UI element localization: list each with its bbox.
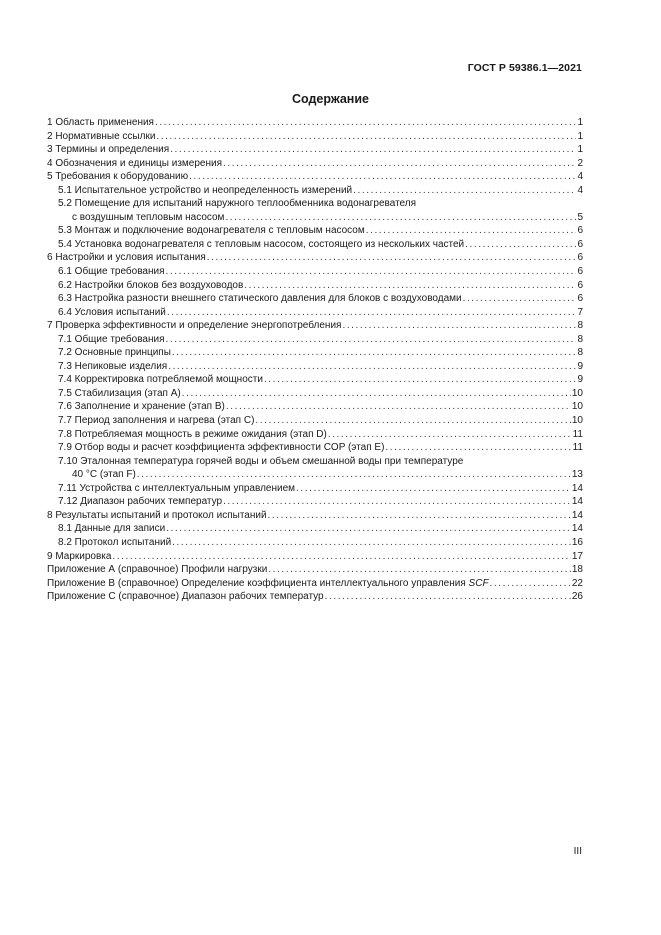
toc-dot-leader bbox=[296, 482, 571, 496]
toc-entry[interactable] bbox=[47, 184, 583, 198]
toc-entry-page: 14 bbox=[571, 482, 583, 494]
toc-entry[interactable] bbox=[47, 157, 583, 171]
toc-dot-leader bbox=[168, 360, 576, 374]
toc-dot-leader bbox=[366, 224, 577, 238]
toc-dot-leader bbox=[342, 319, 576, 333]
toc-entry-page: 14 bbox=[571, 509, 583, 521]
toc-entry-page: 6 bbox=[577, 279, 583, 291]
toc-entry-page: 6 bbox=[577, 238, 583, 250]
toc-entry-label: 7.5 Стабилизация (этап А) bbox=[58, 387, 181, 399]
toc-dot-leader bbox=[156, 130, 576, 144]
toc-dot-leader bbox=[189, 170, 576, 184]
toc-dot-leader bbox=[268, 563, 571, 577]
toc-entry-page: 18 bbox=[571, 564, 583, 576]
toc-entry[interactable] bbox=[47, 509, 583, 523]
toc-entry-page: 7 bbox=[577, 306, 583, 318]
toc-dot-leader bbox=[328, 428, 572, 442]
toc-entry-page: 17 bbox=[571, 550, 583, 562]
toc-entry-label: 7.9 Отбор воды и расчет коэффициента эффективности COP (этап E) bbox=[58, 442, 385, 454]
toc-entry-label: с воздушным тепловым насосом bbox=[72, 211, 225, 223]
toc-entry-label: 8 Результаты испытаний и протокол испытаний bbox=[47, 509, 267, 521]
toc-entry[interactable] bbox=[47, 373, 583, 387]
toc-entry-page: 13 bbox=[571, 469, 583, 481]
toc-dot-leader bbox=[172, 346, 577, 360]
toc-dot-leader bbox=[155, 116, 576, 130]
toc-entry-page: 1 bbox=[577, 130, 583, 142]
toc-entry-page: 6 bbox=[577, 252, 583, 264]
toc-entry-label: 6.3 Настройка разности внешнего статического давления для блоков с воздуховодами bbox=[58, 293, 462, 305]
document-id: ГОСТ Р 59386.1—2021 bbox=[467, 62, 582, 74]
toc-dot-leader bbox=[207, 251, 577, 265]
toc-entry-page: 6 bbox=[577, 266, 583, 278]
toc-entry[interactable] bbox=[47, 536, 583, 550]
toc-entry-page: 5 bbox=[577, 211, 583, 223]
toc-dot-leader bbox=[166, 265, 577, 279]
toc-dot-leader bbox=[255, 414, 570, 428]
toc-entry[interactable] bbox=[47, 292, 583, 306]
toc-entry-label: 40 °C (этап F) bbox=[72, 469, 136, 481]
toc-entry[interactable] bbox=[47, 400, 583, 414]
toc-entry-page: 6 bbox=[577, 225, 583, 237]
toc-entry-label: 5.4 Установка водонагревателя с тепловым насосом, состоящего из нескольких частей bbox=[58, 238, 465, 250]
toc-entry-label: 7.2 Основные принципы bbox=[58, 347, 171, 359]
toc-entry-label: 2 Нормативные ссылки bbox=[47, 130, 156, 142]
toc-entry-page: 4 bbox=[577, 184, 583, 196]
toc-dot-leader bbox=[137, 468, 571, 482]
toc-entry-label: 7.6 Заполнение и хранение (этап B) bbox=[58, 401, 225, 413]
toc-entry[interactable] bbox=[47, 563, 583, 577]
toc-entry-page: 14 bbox=[571, 496, 583, 508]
toc-entry[interactable] bbox=[47, 482, 583, 496]
toc-entry[interactable] bbox=[47, 428, 583, 442]
toc-entry[interactable] bbox=[47, 211, 583, 225]
toc-dot-leader bbox=[385, 441, 571, 455]
toc-entry-page: 9 bbox=[577, 374, 583, 386]
toc-entry-label: Приложение А (справочное) Профили нагрузки bbox=[47, 564, 268, 576]
toc-dot-leader bbox=[353, 184, 576, 198]
toc-entry-page: 8 bbox=[577, 333, 583, 345]
toc-entry-label: 7 Проверка эффективности и определение энергопотребления bbox=[47, 320, 342, 332]
toc-entry[interactable] bbox=[47, 590, 583, 604]
toc-entry-page: 16 bbox=[571, 536, 583, 548]
toc-dot-leader bbox=[166, 333, 577, 347]
toc-entry-label: 8.1 Данные для записи bbox=[58, 523, 166, 535]
toc-entry-label: 7.12 Диапазон рабочих температур bbox=[58, 496, 223, 508]
toc-entry-label: 5 Требования к оборудованию bbox=[47, 171, 189, 183]
toc-entry-page: 10 bbox=[571, 387, 583, 399]
toc-entry[interactable] bbox=[47, 265, 583, 279]
toc-entry-label: 5.1 Испытательное устройство и неопределенность измерений bbox=[58, 184, 353, 196]
toc-entry-label: 7.7 Период заполнения и нагрева (этап C) bbox=[58, 415, 255, 427]
toc-entry[interactable] bbox=[47, 224, 583, 238]
toc-entry[interactable] bbox=[47, 130, 583, 144]
toc-entry-page: 8 bbox=[577, 347, 583, 359]
toc-entry[interactable] bbox=[47, 251, 583, 265]
toc-entry-label: 6 Настройки и условия испытания bbox=[47, 252, 206, 264]
page-title: Содержание bbox=[291, 92, 369, 106]
toc-entry[interactable] bbox=[47, 360, 583, 374]
toc-dot-leader bbox=[264, 373, 577, 387]
toc-dot-leader bbox=[325, 590, 571, 604]
toc-entry[interactable] bbox=[47, 197, 583, 211]
table-of-contents bbox=[47, 116, 583, 604]
toc-dot-leader bbox=[226, 400, 571, 414]
toc-entry[interactable] bbox=[47, 468, 583, 482]
toc-entry-label: 4 Обозначения и единицы измерения bbox=[47, 157, 222, 169]
toc-entry-page: 2 bbox=[577, 157, 583, 169]
toc-entry[interactable] bbox=[47, 441, 583, 455]
toc-entry-label: 7.10 Эталонная температура горячей воды и объем смешанной воды при температуре bbox=[58, 455, 464, 467]
toc-entry-label: 8.2 Протокол испытаний bbox=[58, 536, 172, 548]
toc-entry-label: 5.3 Монтаж и подключение водонагревателя с тепловым насосом bbox=[58, 225, 365, 237]
toc-dot-leader bbox=[225, 211, 576, 225]
toc-entry-page: 11 bbox=[572, 442, 583, 454]
toc-dot-leader bbox=[244, 279, 576, 293]
toc-entry[interactable] bbox=[47, 170, 583, 184]
toc-dot-leader bbox=[268, 509, 571, 523]
toc-dot-leader bbox=[112, 550, 570, 564]
toc-entry[interactable] bbox=[47, 495, 583, 509]
toc-entry-page: 4 bbox=[577, 171, 583, 183]
toc-entry-label: Приложение В (справочное) Определение коэффициента интеллектуального управления SCF bbox=[47, 577, 489, 589]
toc-entry-page: 10 bbox=[571, 401, 583, 413]
toc-entry[interactable] bbox=[47, 414, 583, 428]
toc-entry-label: 7.3 Непиковые изделия bbox=[58, 360, 168, 372]
toc-entry[interactable] bbox=[47, 143, 583, 157]
toc-entry-label: 6.2 Настройки блоков без воздуховодов bbox=[58, 279, 244, 291]
toc-entry-page: 8 bbox=[577, 320, 583, 332]
toc-entry[interactable] bbox=[47, 577, 583, 591]
toc-entry-page: 6 bbox=[577, 293, 583, 305]
toc-dot-leader bbox=[170, 143, 576, 157]
toc-dot-leader bbox=[223, 495, 571, 509]
toc-dot-leader bbox=[465, 238, 576, 252]
toc-entry[interactable] bbox=[47, 238, 583, 252]
toc-entry-page: 1 bbox=[577, 144, 583, 156]
toc-entry[interactable] bbox=[47, 279, 583, 293]
toc-entry-label: 6.1 Общие требования bbox=[58, 266, 165, 278]
toc-entry-label: 7.1 Общие требования bbox=[58, 333, 165, 345]
toc-entry-label: 9 Маркировка bbox=[47, 550, 112, 562]
toc-dot-leader bbox=[463, 292, 577, 306]
toc-dot-leader bbox=[167, 306, 577, 320]
toc-entry-label: 1 Область применения bbox=[47, 117, 154, 128]
toc-dot-leader bbox=[223, 157, 576, 171]
toc-entry[interactable] bbox=[47, 319, 583, 333]
toc-entry-page: 22 bbox=[571, 577, 583, 589]
toc-entry-label: 7.8 Потребляемая мощность в режиме ожидания (этап D) bbox=[58, 428, 327, 440]
toc-entry-page: 9 bbox=[577, 360, 583, 372]
toc-dot-leader bbox=[172, 536, 571, 550]
toc-entry-label: 5.2 Помещение для испытаний наружного теплообменника водонагревателя bbox=[58, 198, 417, 210]
toc-entry-page: 10 bbox=[571, 415, 583, 427]
toc-dot-leader bbox=[182, 387, 571, 401]
toc-entry[interactable] bbox=[47, 306, 583, 320]
toc-entry[interactable] bbox=[47, 550, 583, 564]
toc-entry[interactable] bbox=[47, 333, 583, 347]
toc-entry[interactable] bbox=[47, 455, 583, 469]
toc-entry-label: 6.4 Условия испытаний bbox=[58, 306, 166, 318]
toc-entry[interactable] bbox=[47, 522, 583, 536]
toc-entry[interactable] bbox=[47, 346, 583, 360]
toc-entry[interactable] bbox=[47, 387, 583, 401]
toc-entry-label: 7.11 Устройства с интеллектуальным управлением bbox=[58, 482, 296, 494]
toc-entry-label: Приложение С (справочное) Диапазон рабочих температур bbox=[47, 591, 324, 603]
toc-entry[interactable] bbox=[47, 116, 583, 130]
toc-entry-label: 7.4 Корректировка потребляемой мощности bbox=[58, 374, 263, 386]
page-number: III bbox=[573, 846, 582, 857]
toc-entry-page: 11 bbox=[572, 428, 583, 440]
toc-dot-leader bbox=[166, 522, 571, 536]
toc-entry-label: 3 Термины и определения bbox=[47, 144, 170, 156]
toc-entry-page: 1 bbox=[577, 117, 583, 128]
toc-entry-page: 26 bbox=[571, 591, 583, 603]
toc-entry-page: 14 bbox=[571, 523, 583, 535]
toc-dot-leader bbox=[490, 577, 571, 591]
